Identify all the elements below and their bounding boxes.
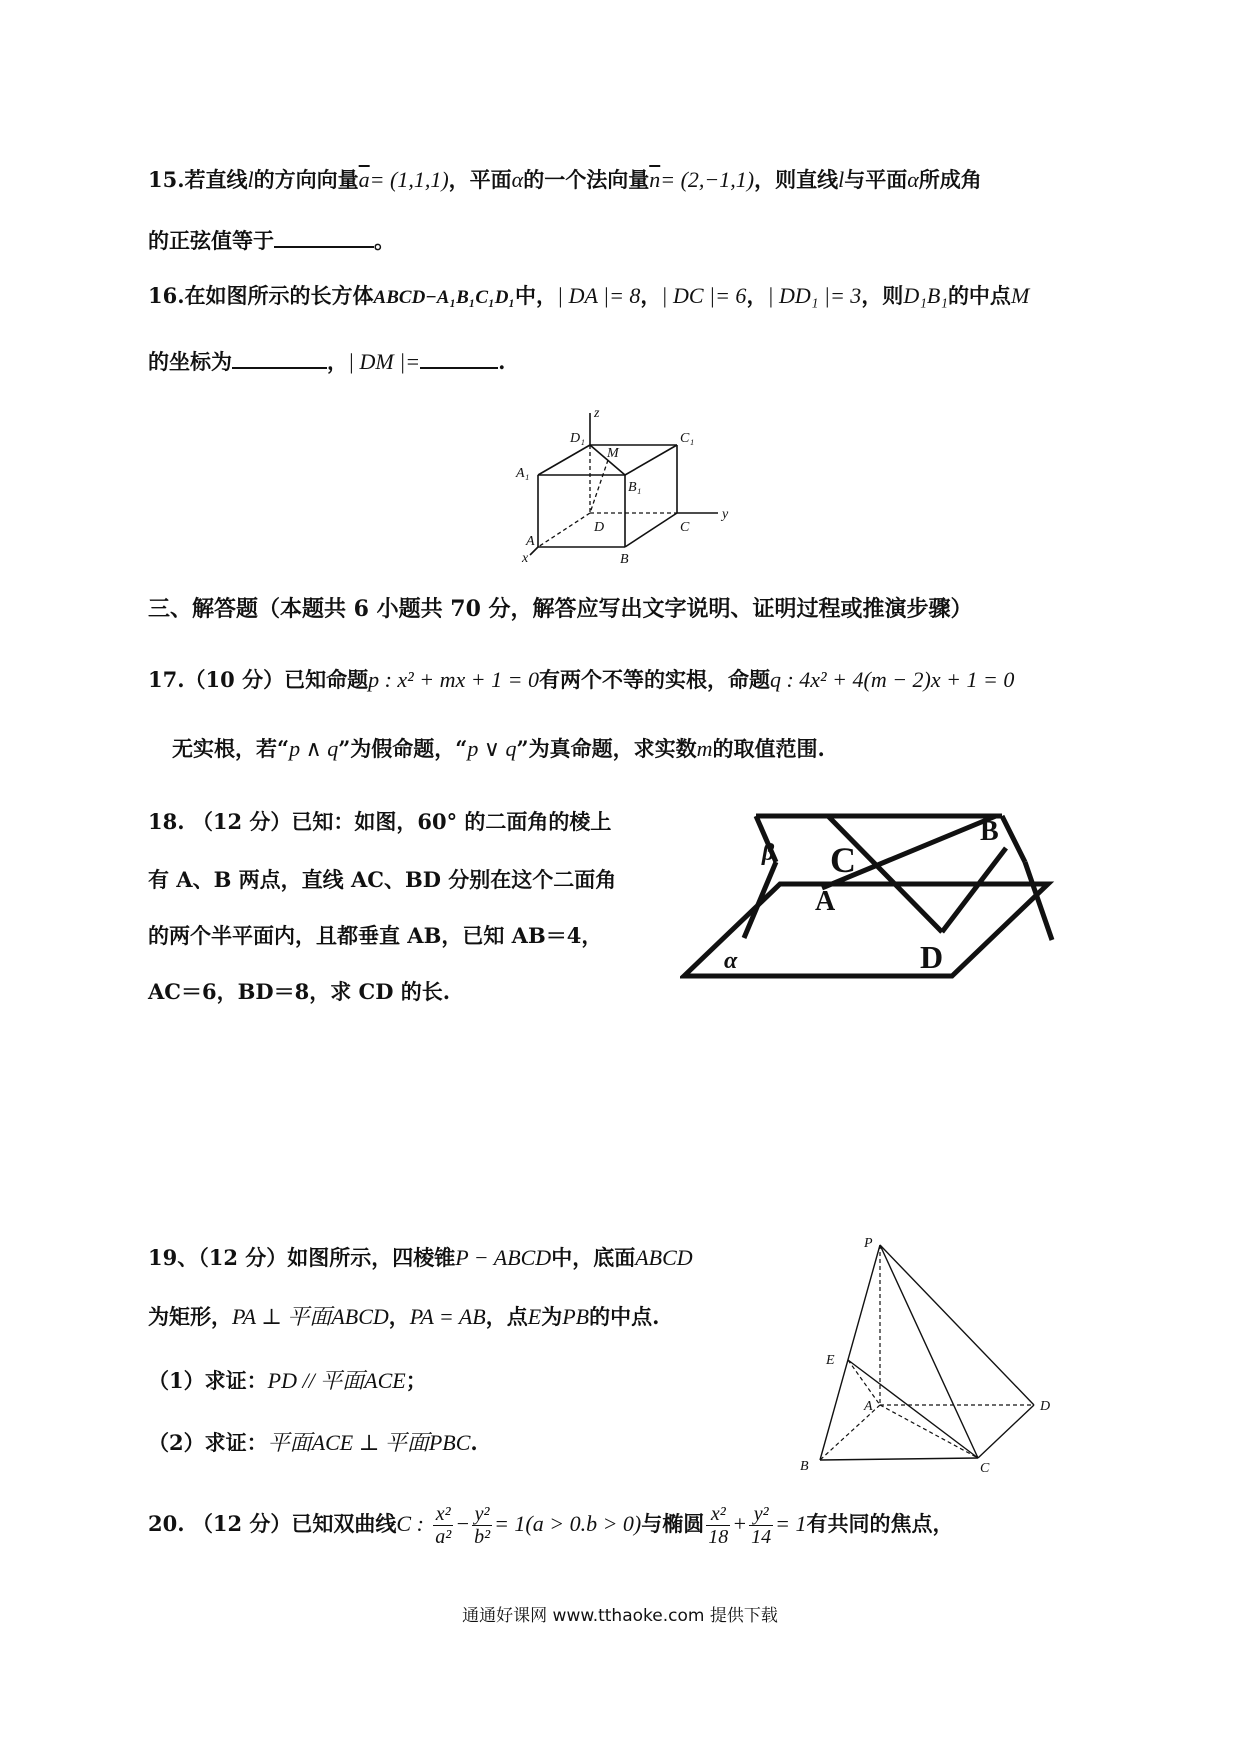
text: 19、（12 分）如图所示，四棱锥 bbox=[148, 1245, 456, 1270]
text: 有两个不等的实根，命题 bbox=[538, 667, 770, 692]
fraction-x2-18: $\frac{\text{x²}}{18}$ bbox=[708, 1503, 729, 1548]
point-e: E bbox=[527, 1304, 542, 1329]
q19-line2 bbox=[148, 1300, 659, 1331]
label-d: D bbox=[594, 520, 605, 535]
text: 的中点 bbox=[947, 283, 1011, 308]
text: 的取值范围. bbox=[712, 736, 825, 761]
text: 15.若直线 bbox=[148, 167, 248, 192]
length-dc: | DC |= 6 bbox=[661, 283, 747, 308]
text: 16.在如图所示的长方体 bbox=[148, 283, 374, 308]
label-d: D bbox=[1040, 1399, 1051, 1414]
condition-perp: PA ⊥ 平面ABCD bbox=[232, 1304, 389, 1329]
plane-beta-edge bbox=[744, 862, 776, 938]
text: ，点 bbox=[485, 1304, 528, 1329]
text: 的正弦值等于 bbox=[148, 228, 274, 253]
vector-a-value: = (1,1,1) bbox=[369, 167, 449, 192]
edge bbox=[538, 445, 590, 475]
label-b: B bbox=[800, 1459, 809, 1474]
line-bd bbox=[942, 848, 1006, 932]
var-alpha: α bbox=[907, 167, 919, 192]
claim-1: PD // 平面ACE bbox=[267, 1368, 406, 1393]
text: ”为真命题，求实数 bbox=[516, 736, 697, 761]
q15-line1 bbox=[148, 164, 982, 194]
text: （2）求证： bbox=[148, 1430, 268, 1455]
point-m: M bbox=[1010, 283, 1030, 308]
text: 。 bbox=[374, 228, 395, 253]
segment-d1b1: D₁B₁ bbox=[903, 283, 948, 308]
answer-blank[interactable] bbox=[274, 245, 374, 248]
page-footer: 通通好课网 www.tthaoke.com 提供下载 bbox=[462, 1606, 778, 1626]
text: 与椭圆 bbox=[641, 1511, 705, 1536]
text: 与平面 bbox=[844, 167, 908, 192]
text: 为 bbox=[541, 1304, 563, 1329]
text: . bbox=[470, 1430, 478, 1455]
p-or-q: p ∨ q bbox=[467, 736, 517, 761]
text: ， bbox=[388, 1304, 410, 1329]
cuboid-name: ABCD−A₁B₁C₁D₁ bbox=[373, 287, 516, 308]
edge-bc bbox=[820, 1458, 978, 1460]
text: ，则直线 bbox=[754, 167, 839, 192]
q19-part2 bbox=[148, 1426, 478, 1457]
pyramid-figure bbox=[780, 1230, 1070, 1475]
label-y: y bbox=[722, 507, 729, 522]
label-a1: A₁ bbox=[516, 466, 530, 481]
edge bbox=[625, 513, 677, 547]
label-alpha: α bbox=[724, 948, 738, 974]
label-a: A bbox=[526, 534, 535, 549]
q15-line2 bbox=[148, 225, 395, 255]
text: 17.（10 分）已知命题 bbox=[148, 667, 369, 692]
label-d: D bbox=[920, 939, 944, 975]
label-p: P bbox=[864, 1236, 873, 1251]
dihedral-figure bbox=[680, 810, 1060, 990]
label-c1: C₁ bbox=[680, 431, 695, 446]
label-a: A bbox=[815, 886, 836, 917]
q18-line1: 18. （12 分）已知：如图，60° 的二面角的棱上 bbox=[148, 809, 612, 834]
var-l: l bbox=[247, 167, 254, 192]
pyramid-name: P − ABCD bbox=[455, 1245, 552, 1270]
label-a: A bbox=[864, 1399, 873, 1414]
answer-blank[interactable] bbox=[232, 366, 327, 369]
text: 中，底面 bbox=[551, 1245, 636, 1270]
text: （1）求证： bbox=[148, 1368, 268, 1393]
edge bbox=[625, 445, 677, 475]
claim-2: 平面ACE ⊥ 平面PBC bbox=[267, 1430, 471, 1455]
length-da: | DA |= 8 bbox=[557, 283, 641, 308]
cuboid-figure bbox=[510, 395, 740, 565]
condition-eq: PA = AB bbox=[409, 1304, 486, 1329]
hidden-edge bbox=[538, 513, 590, 547]
edge-pc bbox=[880, 1245, 978, 1458]
length-dd1: | DD₁ |= 3 bbox=[767, 283, 862, 308]
text: ，平面 bbox=[448, 167, 512, 192]
segment-pb: PB bbox=[562, 1304, 590, 1329]
section-title: 三、解答题（本题共 6 小题共 70 分，解答应写出文字说明、证明过程或推演步骤） bbox=[148, 596, 973, 622]
q17-line1 bbox=[148, 664, 1014, 694]
fraction-y2-14: $\frac{\text{y²}}{14}$ bbox=[751, 1503, 772, 1548]
text: 有共同的焦点， bbox=[806, 1511, 954, 1536]
label-c: C bbox=[680, 520, 690, 535]
plane-alpha bbox=[684, 884, 1048, 976]
text: . bbox=[498, 349, 506, 374]
base-name: ABCD bbox=[635, 1245, 693, 1270]
fraction-y2-b2: $\frac{\text{y²}}{\text{b²}}$ bbox=[474, 1503, 491, 1548]
text: 的中点. bbox=[589, 1304, 660, 1329]
q16-line2: 的坐标为 ，| DM |= . bbox=[148, 349, 506, 374]
label-e: E bbox=[826, 1353, 835, 1368]
fraction-x2-a2: $\frac{\text{x²}}{\text{a²}}$ bbox=[435, 1503, 452, 1548]
length-dm: | DM |= bbox=[348, 349, 421, 374]
text: 20. （12 分）已知双曲线 bbox=[148, 1511, 397, 1536]
edge-ac bbox=[880, 1405, 978, 1458]
vector-a: $\overline{a}$ bbox=[358, 167, 370, 192]
segment-dm bbox=[590, 460, 608, 513]
text: 为矩形， bbox=[148, 1304, 232, 1329]
q17-line2 bbox=[172, 733, 825, 763]
curve-c: C : bbox=[396, 1511, 424, 1536]
text: 的坐标为 bbox=[148, 349, 232, 374]
label-c: C bbox=[980, 1461, 990, 1475]
label-b: B bbox=[980, 816, 999, 847]
text: 所成角 bbox=[918, 167, 982, 192]
label-m: M bbox=[607, 446, 619, 461]
text: 无实根，若“ bbox=[172, 736, 290, 761]
text: ”为假命题，“ bbox=[338, 736, 468, 761]
label-x: x bbox=[522, 551, 529, 565]
proposition-p: p : x² + mx + 1 = 0 bbox=[368, 667, 539, 692]
vector-n: $\overline{n}$ bbox=[649, 167, 661, 192]
ellipse-eq: = 1 bbox=[775, 1511, 807, 1536]
text: ，则 bbox=[861, 283, 904, 308]
q18-line3: 的两个半平面内，且都垂直 AB，已知 AB＝4， bbox=[148, 923, 603, 948]
plane-beta-edge bbox=[1002, 816, 1025, 862]
edge-cd bbox=[978, 1405, 1034, 1458]
label-c: C bbox=[830, 840, 856, 880]
text: 的方向向量 bbox=[253, 167, 359, 192]
label-b: B bbox=[620, 552, 629, 565]
p-and-q: p ∧ q bbox=[289, 736, 339, 761]
var-m: m bbox=[696, 736, 713, 761]
q18-line4: AC＝6，BD＝8，求 CD 的长. bbox=[148, 979, 451, 1004]
q20-line1: 20. （12 分）已知双曲线C : $\frac{\text{x²}}{\text{a²}}$ − $\frac{\text{y²}}{\text{b²}}$ = 1(a > 0.b > 0)与椭圆 $\frac{\text{x²}}{18}$ + $\frac{\text{y²}}{14}$ = 1有共同的焦点， bbox=[148, 1503, 954, 1548]
text: 中， bbox=[515, 283, 558, 308]
label-beta: β bbox=[762, 840, 775, 866]
label-d1: D₁ bbox=[570, 431, 585, 446]
text: 的一个法向量 bbox=[523, 167, 650, 192]
q19-part1 bbox=[148, 1364, 427, 1395]
var-l: l bbox=[838, 167, 845, 192]
label-b1: B₁ bbox=[628, 480, 642, 495]
edge-pd bbox=[880, 1245, 1034, 1405]
q19-line1 bbox=[148, 1242, 693, 1272]
vector-n-value: = (2,−1,1) bbox=[660, 167, 755, 192]
text: ； bbox=[405, 1368, 427, 1393]
label-z: z bbox=[594, 406, 600, 421]
answer-blank[interactable] bbox=[420, 366, 498, 369]
q18-line2: 有 A、B 两点，直线 AC、BD 分别在这个二面角 bbox=[148, 867, 617, 892]
proposition-q: q : 4x² + 4(m − 2)x + 1 = 0 bbox=[769, 667, 1015, 692]
hyperbola-condition: = 1(a > 0.b > 0) bbox=[494, 1511, 642, 1536]
q16-line1: 16.在如图所示的长方体ABCD−A₁B₁C₁D₁中，| DA |= 8，| DC |= 6，| DD₁ |= 3，则D₁B₁的中点M bbox=[148, 283, 1030, 308]
var-alpha: α bbox=[511, 167, 524, 192]
